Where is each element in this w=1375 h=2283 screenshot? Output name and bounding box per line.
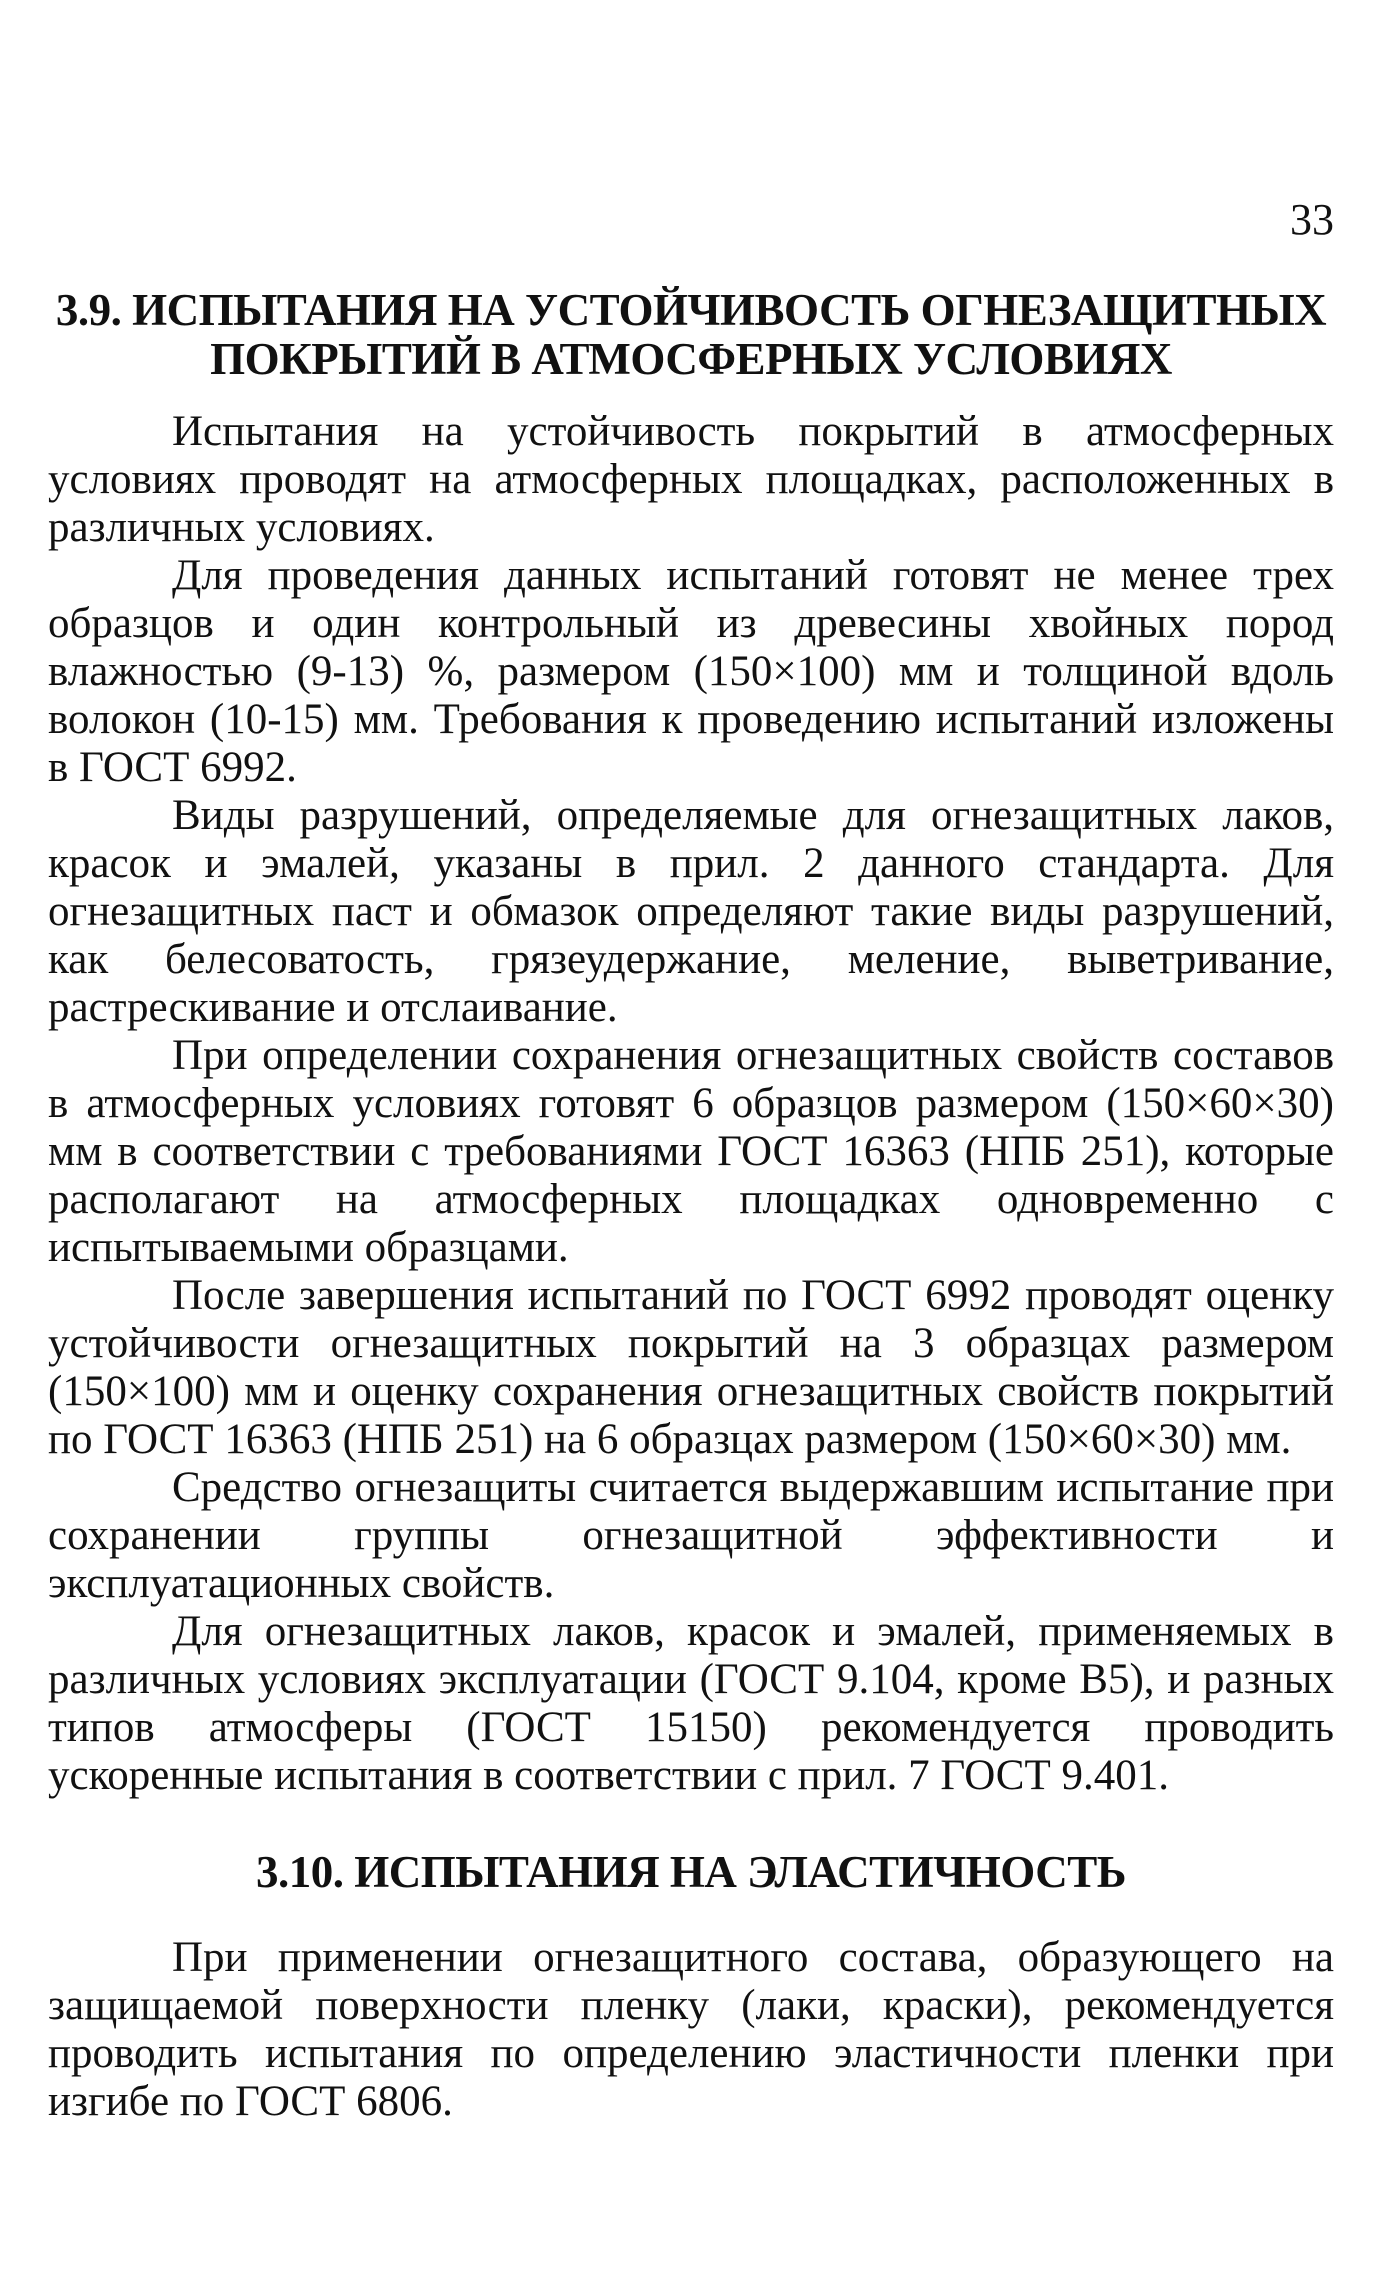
paragraph: Для проведения данных испытаний готовят не менее трех образцов и один контрольный из древесины хвойных пород влажностью (9-13) %, размером (150×100) мм и толщиной вдоль волокон (10-15) мм. Требования к проведению испытаний изложены в ГОСТ 6992. xyxy=(48,552,1334,791)
page-number: 33 xyxy=(1290,195,1334,244)
paragraph: При применении огнезащитного состава, образующего на защищаемой поверхности пленку (лаки, краски), рекомендуется проводить испытания по определению эластичности пленки при изгибе по ГОСТ 6806. xyxy=(48,1934,1334,2125)
paragraph: После завершения испытаний по ГОСТ 6992 проводят оценку устойчивости огнезащитных покрытий на 3 образцах размером (150×100) мм и оценку сохранения огнезащитных свойств покрытий по ГОСТ 16363 (НПБ 251) на 6 образцах размером (150×60×30) мм. xyxy=(48,1272,1334,1463)
section-3-9-heading xyxy=(48,286,1334,384)
section-3-9-body xyxy=(48,408,1334,1800)
section-3-9-heading-line-2: ПОКРЫТИЙ В АТМОСФЕРНЫХ УСЛОВИЯХ xyxy=(210,334,1172,384)
paragraph: При определении сохранения огнезащитных свойств составов в атмосферных условиях готовят 6 образцов размером (150×60×30) мм в соответствии с требованиями ГОСТ 16363 (НПБ 251), которые располагают на атмосферных площадках одновременно с испытываемыми образцами. xyxy=(48,1032,1334,1271)
paragraph: Для огнезащитных лаков, красок и эмалей, применяемых в различных условиях эксплуатации (ГОСТ 9.104, кроме В5), и разных типов атмосферы (ГОСТ 15150) рекомендуется проводить ускоренные испытания в соответствии с прил. 7 ГОСТ 9.401. xyxy=(48,1608,1334,1799)
paragraph: Испытания на устойчивость покрытий в атмосферных условиях проводят на атмосферных площадках, расположенных в различных условиях. xyxy=(48,408,1334,551)
paragraph: Виды разрушений, определяемые для огнезащитных лаков, красок и эмалей, указаны в прил. 2 данного стандарта. Для огнезащитных паст и обмазок определяют такие виды разрушений, как белесоватость, грязеудержание, меление, выветривание, растрескивание и отслаивание. xyxy=(48,792,1334,1031)
section-3-9-heading-line-1: 3.9. ИСПЫТАНИЯ НА УСТОЙЧИВОСТЬ ОГНЕЗАЩИТНЫХ xyxy=(55,285,1327,335)
section-3-10-body xyxy=(48,1934,1334,2126)
section-3-10-heading: 3.10. ИСПЫТАНИЯ НА ЭЛАСТИЧНОСТЬ xyxy=(255,1847,1127,1897)
paragraph: Средство огнезащиты считается выдержавшим испытание при сохранении группы огнезащитной эффективности и эксплуатационных свойств. xyxy=(48,1464,1334,1607)
document-page xyxy=(48,0,1334,2283)
